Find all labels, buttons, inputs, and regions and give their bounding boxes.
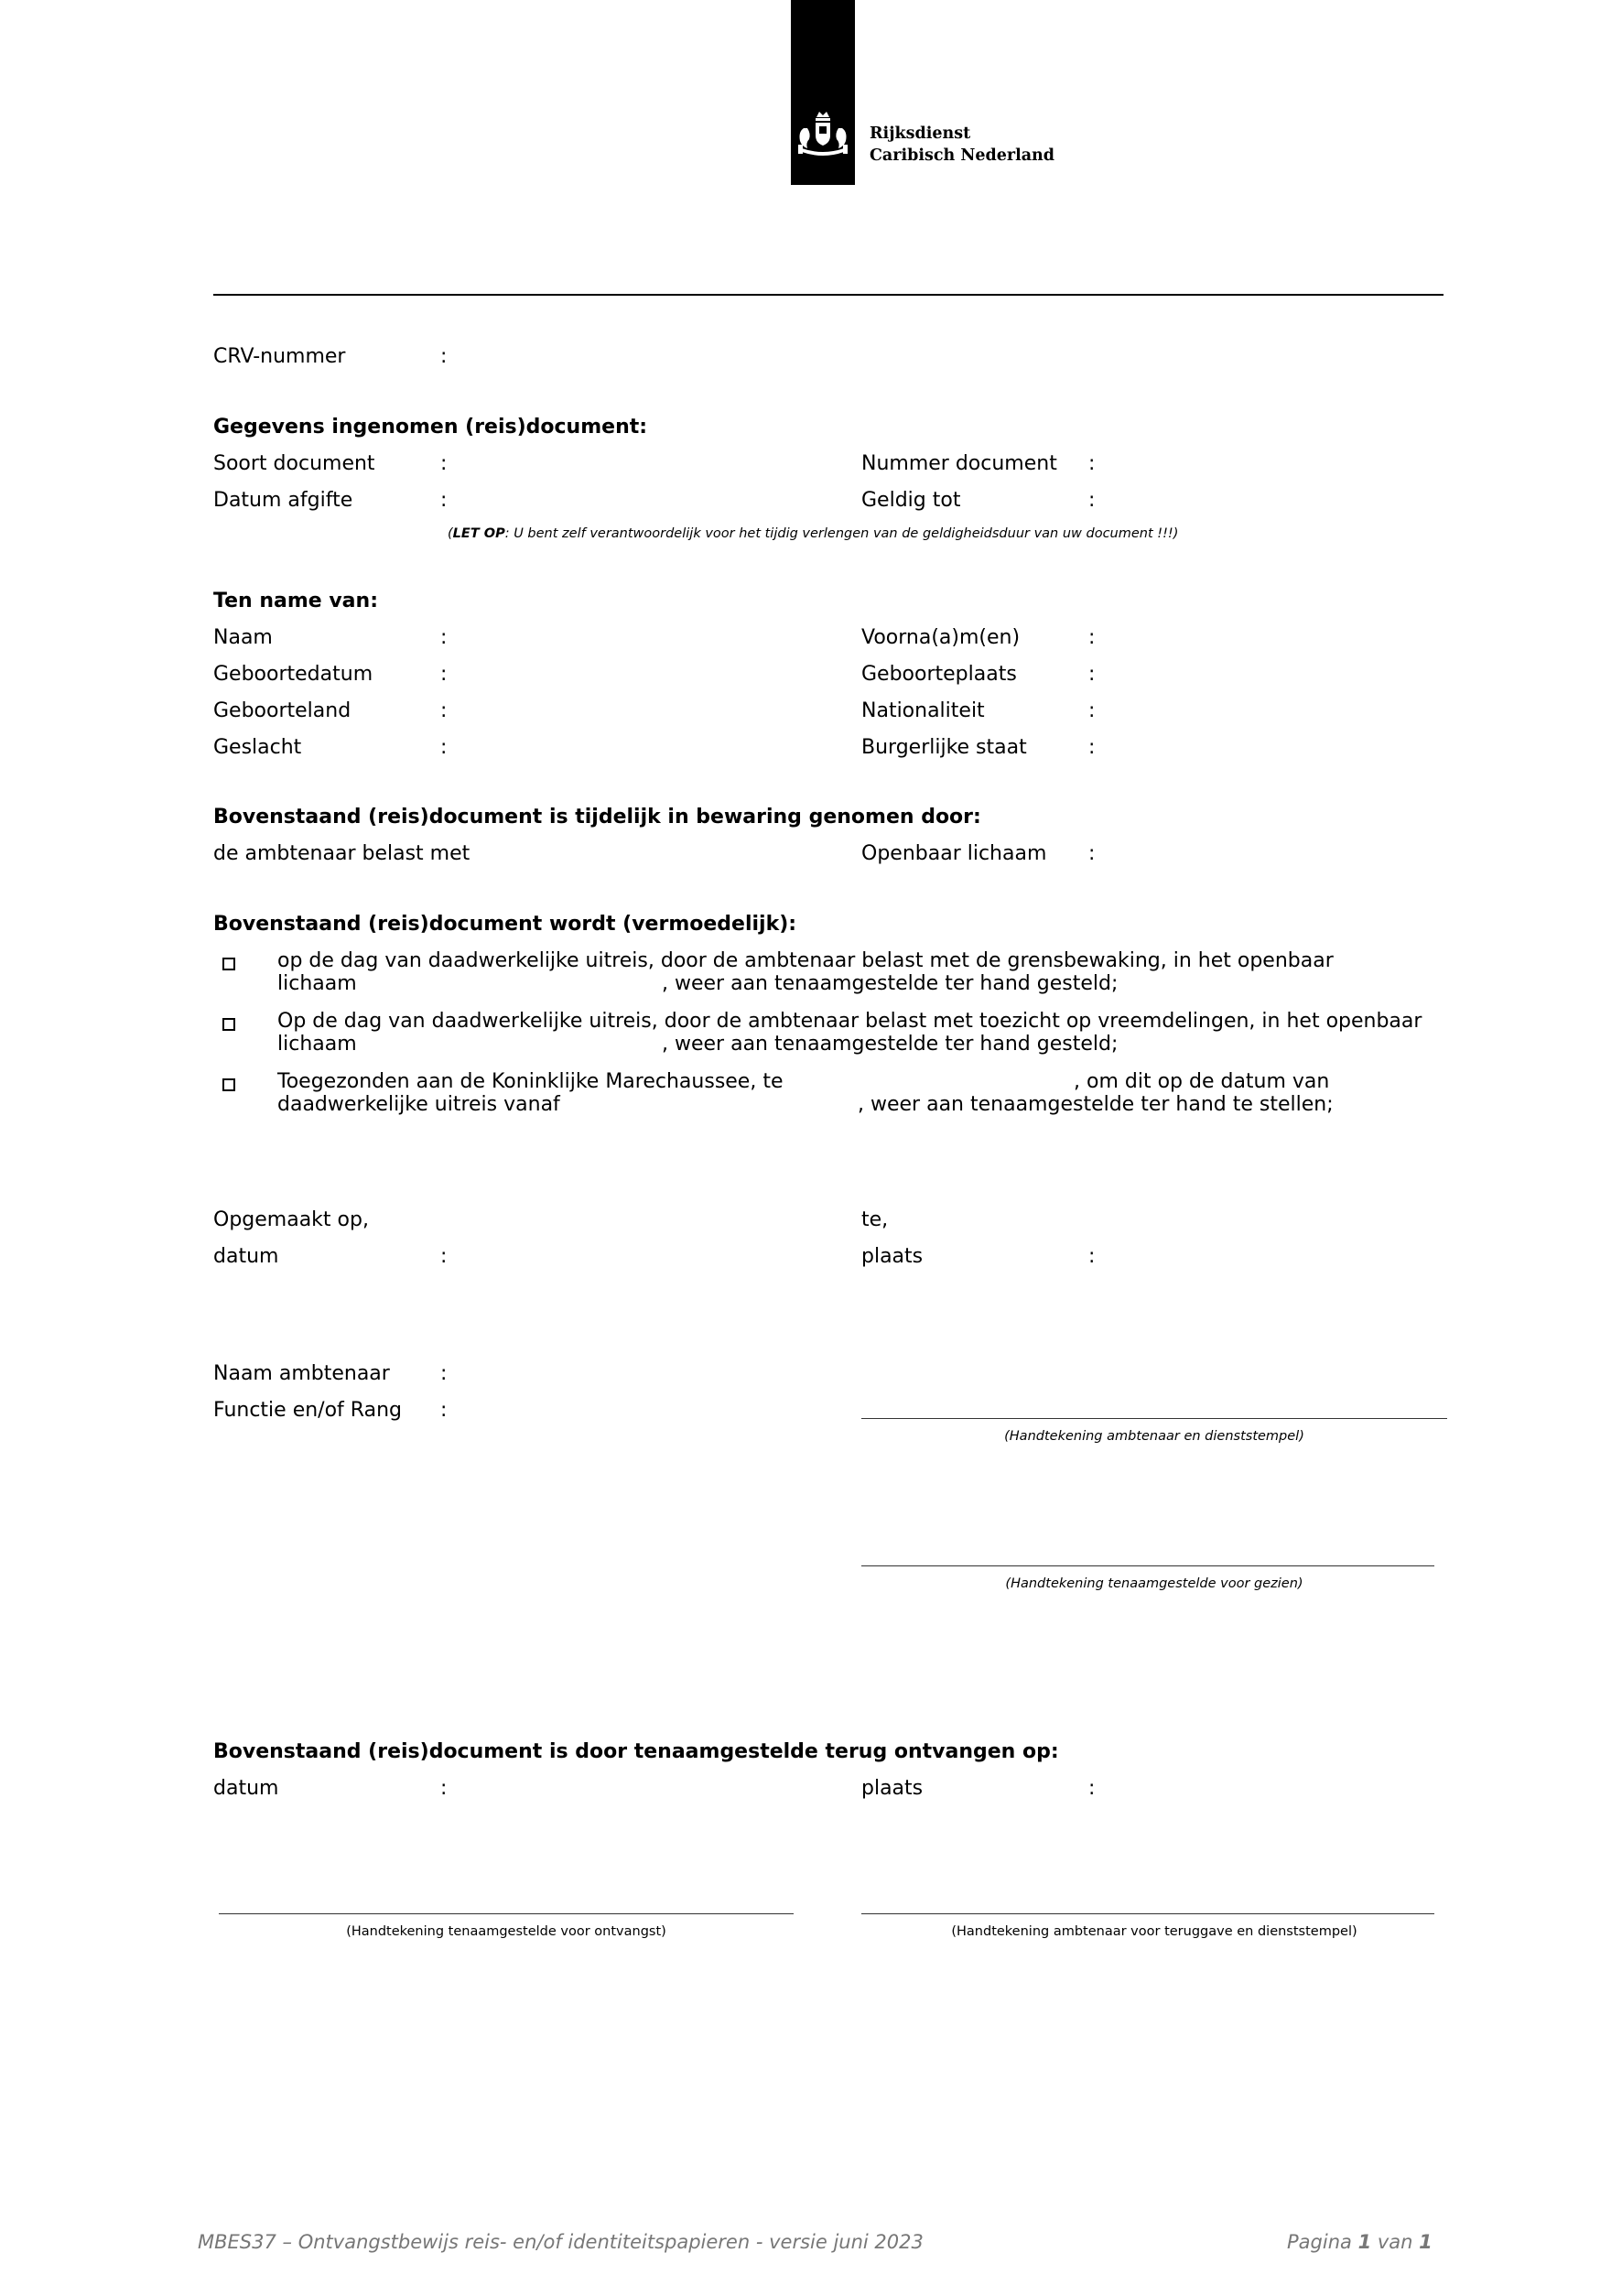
colon: : [440,489,448,512]
signature-caption-teruggave: (Handtekening ambtenaar voor teruggave en dienststempel) [951,1924,1357,1939]
footer-form-id: MBES37 – Ontvangstbewijs reis- en/of identiteitspapieren - versie juni 2023 [198,2231,924,2253]
colon: : [1088,842,1096,865]
plaats-label: plaats [861,1245,924,1268]
colon: : [1088,699,1096,722]
name-section-title: Ten name van: [213,590,378,612]
colon: : [440,1362,448,1385]
option-3-line1a: Toegezonden aan de Koninklijke Marechaussee, te [277,1070,784,1093]
option-1-line2b: , weer aan tenaamgestelde ter hand gesteld; [662,972,1119,995]
functie-rang-label: Functie en/of Rang [213,1399,402,1422]
signature-caption-ambtenaar: (Handtekening ambtenaar en dienststempel) [1004,1429,1304,1444]
colon: : [440,736,448,759]
document-section-title: Gegevens ingenomen (reis)document: [213,416,648,439]
signature-caption-ontvangst: (Handtekening tenaamgestelde voor ontvangst) [346,1924,666,1939]
validity-warning-note: (LET OP: U bent zelf verantwoordelijk voor het tijdig verlengen van de geldigheidsduur van uw document !!!) [448,526,1179,541]
crv-colon: : [440,345,448,368]
datum-afgifte-label: Datum afgifte [213,489,353,512]
option-checkbox-border-control[interactable] [222,958,235,970]
option-1-line1: op de dag van daadwerkelijke uitreis, door de ambtenaar belast met de grensbewaking, in het openbaar [277,949,1334,972]
option-3-line1b: , om dit op de datum van [1074,1070,1330,1093]
colon: : [1088,489,1096,512]
logo-bar [791,0,855,185]
datum-label: datum [213,1245,279,1268]
footer-page-number: Pagina 1 van 1 [1287,2231,1433,2253]
geslacht-label: Geslacht [213,736,302,759]
colon: : [440,452,448,475]
colon: : [440,699,448,722]
geboorteplaats-label: Geboorteplaats [861,663,1017,686]
voornamen-label: Voorna(a)m(en) [861,626,1021,649]
option-2-line1: Op de dag van daadwerkelijke uitreis, door de ambtenaar belast met toezicht op vreemdelingen, in het openbaar [277,1010,1422,1033]
received-section-title: Bovenstaand (reis)document is door tenaamgestelde terug ontvangen op: [213,1740,1059,1763]
colon: : [1088,626,1096,649]
option-2-line2b: , weer aan tenaamgestelde ter hand gesteld; [662,1033,1119,1056]
geboortedatum-label: Geboortedatum [213,663,373,686]
signature-line-ambtenaar [861,1418,1447,1419]
colon: : [1088,1245,1096,1268]
geldig-tot-label: Geldig tot [861,489,961,512]
option-3-line2b: , weer aan tenaamgestelde ter hand te stellen; [858,1093,1334,1116]
signature-line-teruggave [861,1913,1434,1914]
option-3-line2a: daadwerkelijke uitreis vanaf [277,1093,560,1116]
option-checkbox-marechaussee[interactable] [222,1078,235,1091]
colon: : [440,626,448,649]
opgemaakt-op-label: Opgemaakt op, [213,1208,369,1231]
received-plaats-label: plaats [861,1777,924,1800]
signature-line-gezien [861,1565,1434,1566]
colon: : [440,1245,448,1268]
option-2-line2a: lichaam [277,1033,357,1056]
nationaliteit-label: Nationaliteit [861,699,985,722]
royal-coat-of-arms-icon [791,0,855,185]
colon: : [440,1399,448,1422]
colon: : [1088,663,1096,686]
nummer-document-label: Nummer document [861,452,1057,475]
header-divider [213,294,1444,296]
received-datum-label: datum [213,1777,279,1800]
org-name-line2: Caribisch Nederland [870,146,1055,165]
geboorteland-label: Geboorteland [213,699,351,722]
colon: : [440,663,448,686]
burgerlijke-staat-label: Burgerlijke staat [861,736,1027,759]
colon: : [1088,736,1096,759]
colon: : [1088,1777,1096,1800]
custody-section-title: Bovenstaand (reis)document is tijdelijk in bewaring genomen door: [213,806,981,829]
naam-ambtenaar-label: Naam ambtenaar [213,1362,390,1385]
return-section-title: Bovenstaand (reis)document wordt (vermoedelijk): [213,913,797,936]
colon: : [1088,452,1096,475]
naam-label: Naam [213,626,273,649]
te-label: te, [861,1208,889,1231]
colon: : [440,1777,448,1800]
org-name-line1: Rijksdienst [870,125,971,143]
signature-line-ontvangst [219,1913,794,1914]
signature-caption-gezien: (Handtekening tenaamgestelde voor gezien) [1005,1576,1303,1591]
soort-document-label: Soort document [213,452,375,475]
crv-label: CRV-nummer [213,345,346,368]
option-checkbox-alien-supervision[interactable] [222,1018,235,1031]
option-1-line2a: lichaam [277,972,357,995]
ambtenaar-belast-label: de ambtenaar belast met [213,842,470,865]
openbaar-lichaam-label: Openbaar lichaam [861,842,1047,865]
